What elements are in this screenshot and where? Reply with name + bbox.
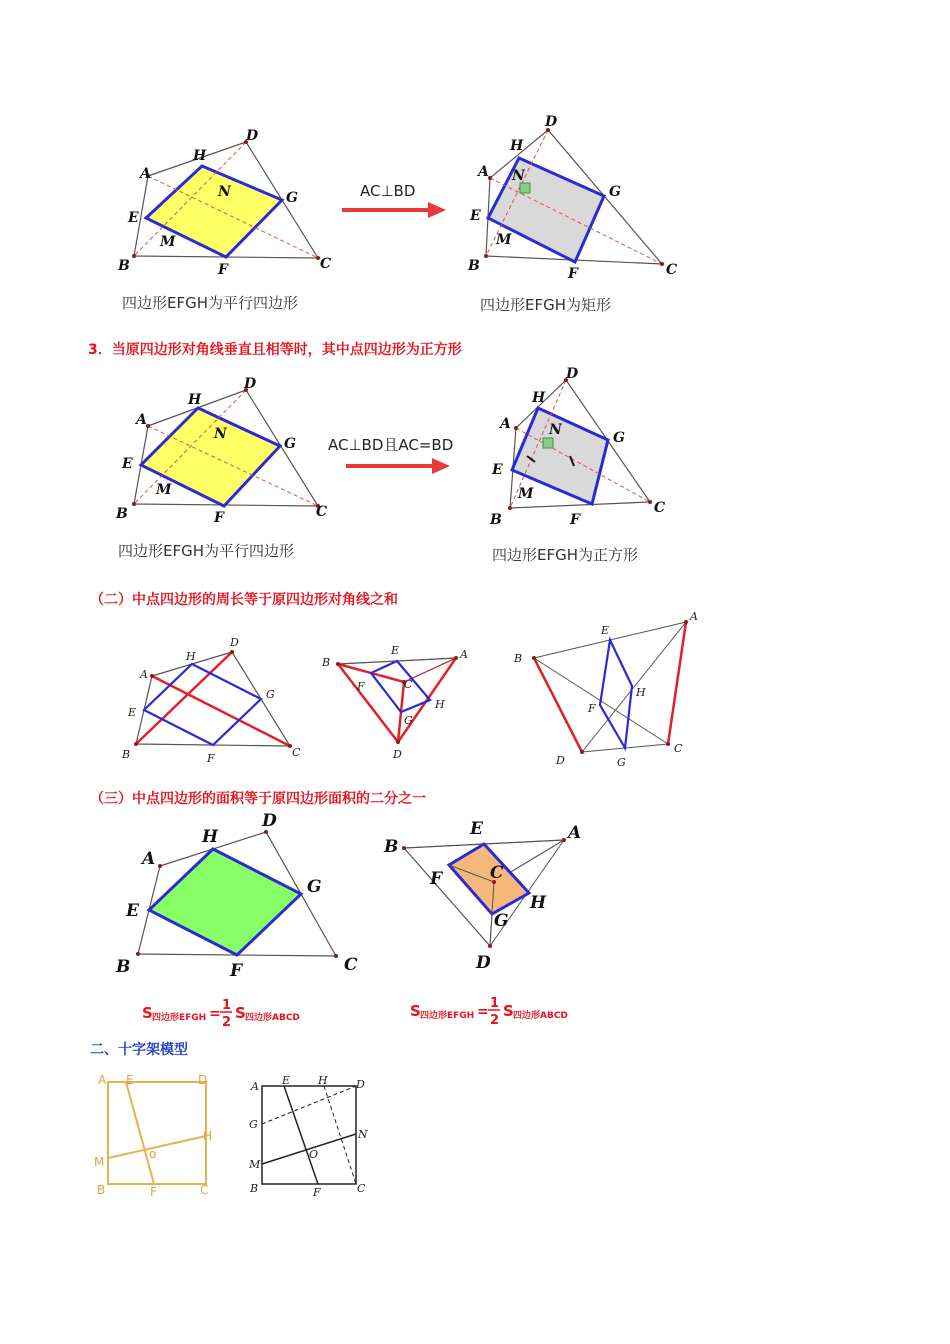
label-C: C (490, 863, 504, 883)
formula-num: 1 (490, 996, 500, 1011)
formula-sub: 四边形EFGH (152, 1013, 207, 1023)
label-C: C (316, 504, 328, 520)
label-C: C (320, 256, 332, 272)
label-B: B (97, 1183, 106, 1197)
label-C: C (654, 500, 666, 516)
label-F: F (207, 752, 215, 765)
label-H: H (193, 148, 207, 164)
label-H: H (186, 650, 196, 663)
label-A: A (98, 1073, 107, 1087)
label-H: H (203, 1129, 213, 1143)
label-N: N (549, 422, 562, 438)
label-F: F (570, 512, 580, 528)
formula-sub2: 四边形ABCD (513, 1011, 568, 1021)
label-G: G (307, 877, 322, 897)
label-N: N (512, 168, 525, 184)
label-E: E (128, 210, 139, 226)
figure-rectangle (467, 114, 677, 282)
label-O: o (149, 1147, 157, 1161)
label-D: D (545, 114, 558, 130)
label-D: D (356, 1078, 365, 1091)
label-B: B (384, 837, 399, 857)
label-C: C (666, 262, 678, 278)
label-C: C (674, 742, 683, 755)
label-F: F (150, 1185, 157, 1199)
label-H: H (188, 392, 202, 408)
label-E: E (128, 706, 137, 719)
caption-parallelogram-1: 四边形EFGH为平行四边形 (122, 294, 299, 312)
formula-den: 2 (222, 1015, 232, 1030)
formula-s: S (410, 1002, 421, 1020)
label-E: E (470, 208, 481, 224)
label-G: G (494, 911, 509, 931)
heading-perimeter: （二）中点四边形的周长等于原四边形对角线之和 (90, 592, 398, 608)
label-D: D (230, 636, 239, 649)
caption-rectangle: 四边形EFGH为矩形 (480, 296, 612, 314)
formula-s: S (142, 1004, 153, 1022)
label-C: C (292, 746, 301, 759)
label-D: D (556, 754, 565, 767)
label-G: G (249, 1118, 258, 1131)
figure-area-2 (383, 819, 581, 973)
caption-square: 四边形EFGH为正方形 (492, 546, 639, 564)
label-F: F (588, 702, 596, 715)
label-E: E (391, 644, 400, 657)
label-D: D (476, 953, 491, 973)
label-H: H (202, 827, 219, 847)
label-A: A (140, 166, 151, 182)
label-A: A (136, 412, 147, 428)
formula-num: 1 (222, 998, 232, 1013)
figure-perimeter-2 (321, 644, 468, 761)
label-E: E (282, 1074, 291, 1087)
label-H: H (636, 686, 646, 699)
label-A: A (142, 849, 156, 869)
label-G: G (609, 184, 621, 200)
label-F: F (430, 869, 443, 889)
heading-area: （三）中点四边形的面积等于原四边形面积的二分之一 (90, 791, 426, 807)
figure-perimeter-1 (121, 636, 301, 765)
formula-s2: S (503, 1002, 514, 1020)
label-E: E (470, 819, 483, 839)
label-E: E (126, 1073, 134, 1087)
label-D: D (262, 811, 277, 831)
figure-parallelogram-1 (117, 128, 331, 278)
label-B: B (468, 258, 480, 274)
label-C: C (357, 1182, 366, 1195)
label-G: G (617, 756, 626, 769)
label-C: C (200, 1183, 209, 1197)
label-N: N (358, 1128, 368, 1141)
formula-eq: = (477, 1004, 489, 1020)
figure-perimeter-3 (513, 610, 698, 769)
area-formula-2 (410, 996, 568, 1028)
label-B: B (514, 652, 523, 665)
label-N: N (214, 426, 227, 442)
label-M: M (156, 482, 172, 498)
label-H: H (530, 893, 547, 913)
arrow-2 (328, 436, 453, 474)
label-A: A (460, 648, 468, 661)
formula-s2: S (235, 1004, 246, 1022)
label-D: D (244, 376, 257, 392)
label-A: A (568, 823, 582, 843)
label-E: E (122, 456, 133, 472)
label-F: F (357, 680, 365, 693)
label-M: M (518, 486, 534, 502)
formula-sub: 四边形EFGH (420, 1011, 475, 1021)
label-G: G (266, 688, 275, 701)
label-B: B (490, 512, 502, 528)
label-H: H (510, 138, 524, 154)
label-F: F (568, 266, 578, 282)
label-B: B (118, 258, 130, 274)
label-D: D (393, 748, 402, 761)
arrow-2-text: AC⊥BD且AC=BD (328, 436, 454, 454)
label-O: O (309, 1148, 319, 1161)
label-B: B (116, 957, 131, 977)
formula-den: 2 (490, 1013, 500, 1028)
label-G: G (613, 430, 625, 446)
formula-eq: = (209, 1006, 221, 1022)
label-F: F (313, 1186, 321, 1199)
label-C: C (344, 955, 358, 975)
label-M: M (94, 1155, 105, 1169)
label-F: F (214, 510, 224, 526)
label-F: F (230, 961, 243, 981)
label-A: A (500, 416, 511, 432)
arrow-1-text: AC⊥BD (360, 182, 416, 200)
label-A: A (251, 1080, 259, 1093)
label-N: N (218, 184, 231, 200)
label-M: M (496, 232, 512, 248)
label-A: A (140, 668, 148, 681)
label-H: H (435, 698, 445, 711)
area-formula-1 (142, 998, 300, 1030)
label-M: M (160, 234, 176, 250)
label-E: E (601, 624, 610, 637)
label-A: A (690, 610, 698, 623)
label-H: H (532, 390, 546, 406)
figure-parallelogram-2 (115, 376, 327, 526)
figure-square (489, 366, 665, 528)
label-E: E (492, 462, 503, 478)
label-M: M (249, 1158, 261, 1171)
figure-cross-handdrawn (94, 1073, 212, 1199)
heading-square: 3．当原四边形对角线垂直且相等时，其中点四边形为正方形 (88, 342, 462, 358)
label-D: D (566, 366, 579, 382)
label-D: D (246, 128, 259, 144)
formula-sub2: 四边形ABCD (245, 1013, 300, 1023)
label-D: D (198, 1073, 208, 1087)
label-B: B (322, 656, 331, 669)
label-A: A (478, 164, 489, 180)
label-H: H (318, 1074, 328, 1087)
label-G: G (284, 436, 296, 452)
label-B: B (122, 748, 131, 761)
heading-cross-model: 二、十字架模型 (90, 1042, 188, 1058)
caption-parallelogram-2: 四边形EFGH为平行四边形 (118, 542, 295, 560)
figure-area-1 (115, 811, 358, 981)
label-B: B (116, 506, 128, 522)
figure-cross-printed (248, 1074, 368, 1199)
label-F: F (218, 262, 228, 278)
label-E: E (126, 901, 139, 921)
label-C: C (404, 678, 413, 691)
label-G: G (286, 190, 298, 206)
label-B: B (250, 1182, 259, 1195)
arrow-1 (342, 182, 446, 218)
label-G: G (404, 714, 413, 727)
